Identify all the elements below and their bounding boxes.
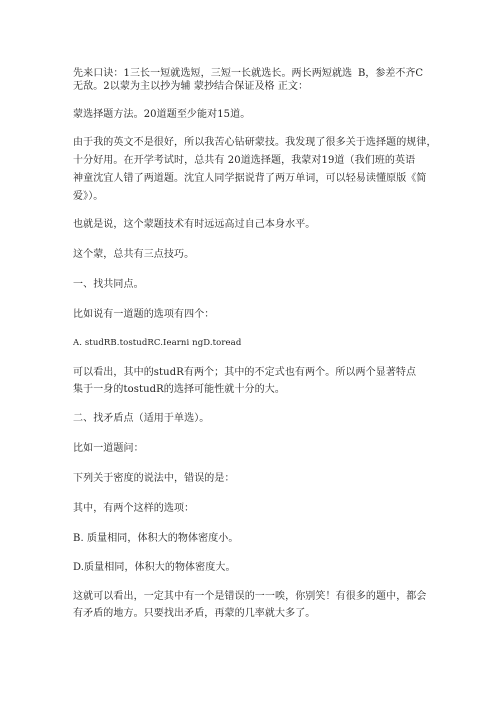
options-line: A. studRB.tostudRC.Iearni ngD.toread	[73, 338, 242, 348]
heading-find-common: 一、找共同点。	[73, 279, 144, 290]
intro-paragraph-line-4: 爱》）。	[73, 191, 104, 202]
heading-find-contradiction: 二、找矛盾点（适用于单选）。	[73, 413, 210, 424]
conclusion-paragraph-line-1: 这就可以看出，一定其中有一个是错误的一一唉，你别笑！有很多的题中，都会	[73, 591, 427, 602]
conclusion-paragraph-line-2: 有矛盾的地方。只要找出矛盾，再蒙的几率就大多了。	[73, 608, 316, 619]
rhyme-line-1-right: B，参差不齐C	[358, 68, 423, 79]
rhyme-line-1: 先来口诀：1三长一短就选短，三短一长就选长。两长两短就选	[73, 68, 353, 79]
three-tips-paragraph: 这个蒙，总共有三点技巧。	[73, 249, 195, 260]
example-paragraph: 比如说有一道题的选项有四个：	[73, 309, 215, 320]
question-text: 下列关于密度的说法中，错误的是：	[73, 473, 235, 484]
two-options-paragraph: 其中，有两个这样的选项：	[73, 503, 195, 514]
intro-paragraph-line-1: 由于我的英文不是很好，所以我苦心钻研蒙技。我发现了很多关于选择题的规律，	[73, 137, 437, 148]
skill-paragraph: 也就是说，这个蒙题技术有时远远高过自己本身水平。	[73, 219, 316, 230]
question-intro-paragraph: 比如一道题问：	[73, 443, 144, 454]
option-d: D.质量相同，体积大的物体密度大。	[73, 562, 236, 573]
intro-paragraph-line-3: 神童沈宜人错了两道题。沈宜人同学据说背了两万单词，可以轻易读懂原版《简	[73, 173, 427, 184]
analysis-paragraph-line-1: 可以看出，其中的studR有两个；其中的不定式也有两个。所以两个显著特点	[73, 367, 417, 378]
analysis-paragraph-line-2: 集于一身的tostudR的选择可能性就十分的大。	[73, 384, 285, 395]
rhyme-line-2: 无敌。2以蒙为主以抄为辅 蒙抄结合保证及格 正文：	[73, 81, 309, 92]
method-paragraph: 蒙选择题方法。20道题至少能对15道。	[73, 109, 251, 120]
intro-paragraph-line-2: 十分好用。在开学考试时，总共有 20道选择题，我蒙对19道（我们班的英语	[73, 155, 416, 166]
option-b: B. 质量相同，体积大的物体密度小。	[73, 533, 239, 544]
